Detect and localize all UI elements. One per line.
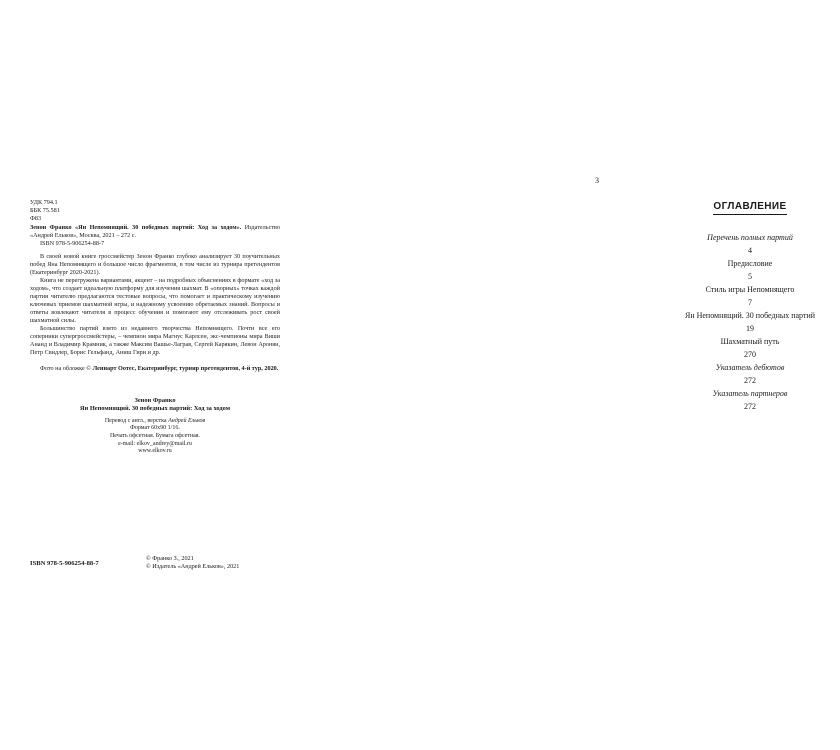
toc-item <box>660 311 840 334</box>
toc-item-page: 4 <box>748 246 752 255</box>
udc-code: УДК 794.1 <box>30 199 58 206</box>
annotation-paragraph-1: В своей новой книге гроссмейстер Зенон Франко глубоко анализирует 30 поучительных побед Яна Непомнящего и большое число фрагментов, в том числе из турнира претендентов (Екатеринбург 2020-2021). <box>30 253 280 276</box>
toc-item-title: Шахматный путь <box>720 337 780 346</box>
catalog-entry-publisher: Издательство «Андрей Ельков», Москва, 2021 – 272 с. <box>30 224 281 239</box>
imprint-block <box>30 397 280 456</box>
toc-item <box>660 337 840 360</box>
table-of-contents <box>660 196 840 412</box>
toc-item-title: Стиль игры Непомнящего <box>705 285 795 294</box>
toc-item <box>660 259 840 282</box>
page-number: 3 <box>595 176 599 185</box>
toc-item-title: Ян Непомнящий. 30 победных партий <box>684 311 816 320</box>
annotation-paragraph-3: Большинство партий взято из недавнего творчества Непомнящего. Почти все его соперники супергроссмейстеры, – чемпион мира Магнус Карлсен, экс-чемпионы мира Виши Ананд и Владимир Крамник, а также Максим Вашье-Лаграв, Сергей Карякин, Левон Аронян, Петр Свидлер, Борис Гельфанд, Аниш Гири и др. <box>30 325 280 356</box>
author-mark: Ф83 <box>30 215 42 222</box>
toc-item-title: Перечень полных партий <box>707 233 793 242</box>
catalog-isbn: ISBN 978-5-906254-88-7 <box>40 240 105 247</box>
imprint-translation-prefix: Перевод с англ., верстка <box>104 417 167 424</box>
toc-item-page: 272 <box>744 376 756 385</box>
photo-credit-author: Леннарт Оотес, Екатеринбург, турнир претендентов, 4-й тур, 2020. <box>92 365 279 372</box>
toc-item-title: Предисловие <box>727 259 773 268</box>
toc-item <box>660 285 840 308</box>
catalog-entry-title: Зенон Франко «Ян Непомнящий. 30 победных партий: Ход за ходом». <box>30 224 242 231</box>
toc-item <box>660 389 840 412</box>
left-page <box>0 0 300 750</box>
annotation-paragraph-2: Книга не перегружена вариантами, акцент – на подробных объяснениях в формате «ход за ходом», что создает идеальную платформу для изучения шахмат. В «опорных» точках каждой партии читателю предлагаются тестовые вопросы, что помогает и практическому изучению ключевых приемов шахматной игры, и надежному усвоению обретаемых знаний. Вопросы и ответы вовлекают читателя в процесс обучения и помогают ему отслеживать рост своей шахматной силы. <box>30 277 280 324</box>
toc-item-page: 5 <box>748 272 752 281</box>
toc-item-page: 272 <box>744 402 756 411</box>
toc-item <box>660 233 840 256</box>
annotation <box>30 253 280 357</box>
imprint-site: www.elkov.ru <box>138 448 172 455</box>
toc-item-title: Указатель дебютов <box>715 363 785 372</box>
imprint-title: Ян Непомнящий. 30 победных партий: Ход за ходом <box>79 405 231 413</box>
copyright-block <box>146 555 239 571</box>
imprint-translation <box>30 418 280 426</box>
imprint-email: e-mail: elkov_andrey@mail.ru <box>118 440 192 447</box>
toc-item-page: 270 <box>744 350 756 359</box>
toc-title: ОГЛАВЛЕНИЕ <box>713 201 786 215</box>
toc-item-page: 7 <box>748 298 752 307</box>
bbk-code: ББК 75.581 <box>30 207 60 214</box>
copyright-publisher: © Издатель «Андрей Ельков», 2021 <box>146 562 240 570</box>
toc-item-page: 19 <box>746 324 754 333</box>
copyright-author: © Франко З., 2021 <box>146 555 194 562</box>
catalog-entry <box>30 224 280 248</box>
right-page <box>300 0 816 750</box>
isbn-bottom: ISBN 978-5-906254-88-7 <box>30 560 99 567</box>
bibliographic-block <box>30 199 280 373</box>
photo-credit-prefix: Фото на обложке © <box>40 365 92 372</box>
imprint-format: Формат 60х90 1/16. <box>130 425 180 432</box>
photo-credit <box>30 365 280 373</box>
imprint-translator: Андрей Ельков <box>168 417 206 424</box>
classification-codes <box>30 199 280 223</box>
imprint-author: Зенон Франко <box>134 397 176 404</box>
imprint-print: Печать офсетная. Бумага офсетная. <box>109 433 201 439</box>
imprint-details <box>30 418 280 456</box>
toc-item <box>660 363 840 386</box>
toc-item-title: Указатель партнеров <box>712 389 788 398</box>
